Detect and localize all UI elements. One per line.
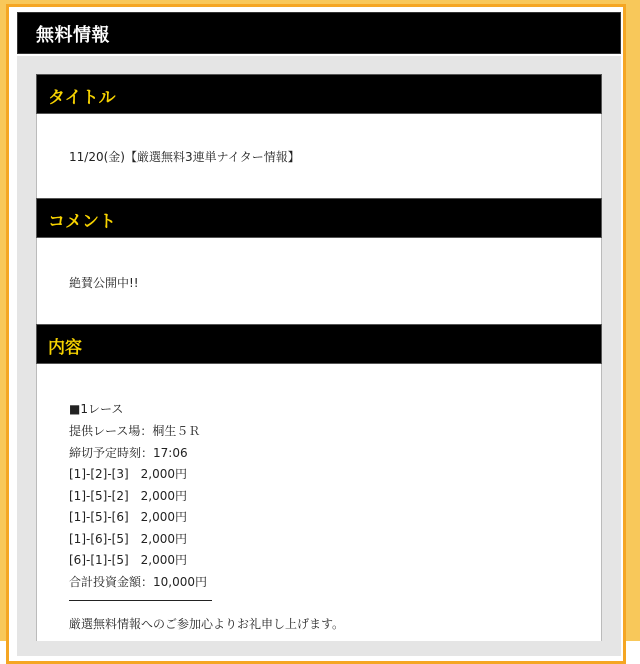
comment-section-body: [36, 238, 602, 324]
title-section-body: [36, 114, 602, 198]
content-line: [1]-[2]-[3] 2,000円: [69, 467, 188, 481]
content-line: [1]-[5]-[2] 2,000円: [69, 489, 188, 503]
content-section-body: [36, 364, 602, 641]
content-line: [1]-[6]-[5] 2,000円: [69, 532, 188, 546]
content-line: ■1レース: [69, 402, 124, 416]
content-line: 提供レース場：桐生５Ｒ: [69, 424, 201, 438]
page-title: 無料情報: [36, 25, 110, 46]
content-line: 合計投資金額：10,000円: [69, 575, 207, 589]
content-section-heading: [36, 324, 602, 364]
comment-text: 絶賛公開中!!: [69, 276, 139, 290]
content-line: [6]-[1]-[5] 2,000円: [69, 553, 188, 567]
page-header: [17, 12, 621, 54]
content-divider: [69, 600, 212, 601]
comment-heading-label: コメント: [48, 212, 116, 232]
title-section-heading: [36, 74, 602, 114]
title-text: 11/20(金)【厳選無料3連単ナイター情報】: [69, 150, 300, 164]
content-line: [1]-[5]-[6] 2,000円: [69, 510, 188, 524]
content-line: 締切予定時刻：17:06: [69, 446, 188, 460]
comment-section-heading: [36, 198, 602, 238]
content-heading-label: 内容: [48, 338, 82, 358]
title-heading-label: タイトル: [48, 88, 116, 108]
content-footer-text: 厳選無料情報へのご参加心よりお礼申し上げます。: [69, 617, 345, 631]
